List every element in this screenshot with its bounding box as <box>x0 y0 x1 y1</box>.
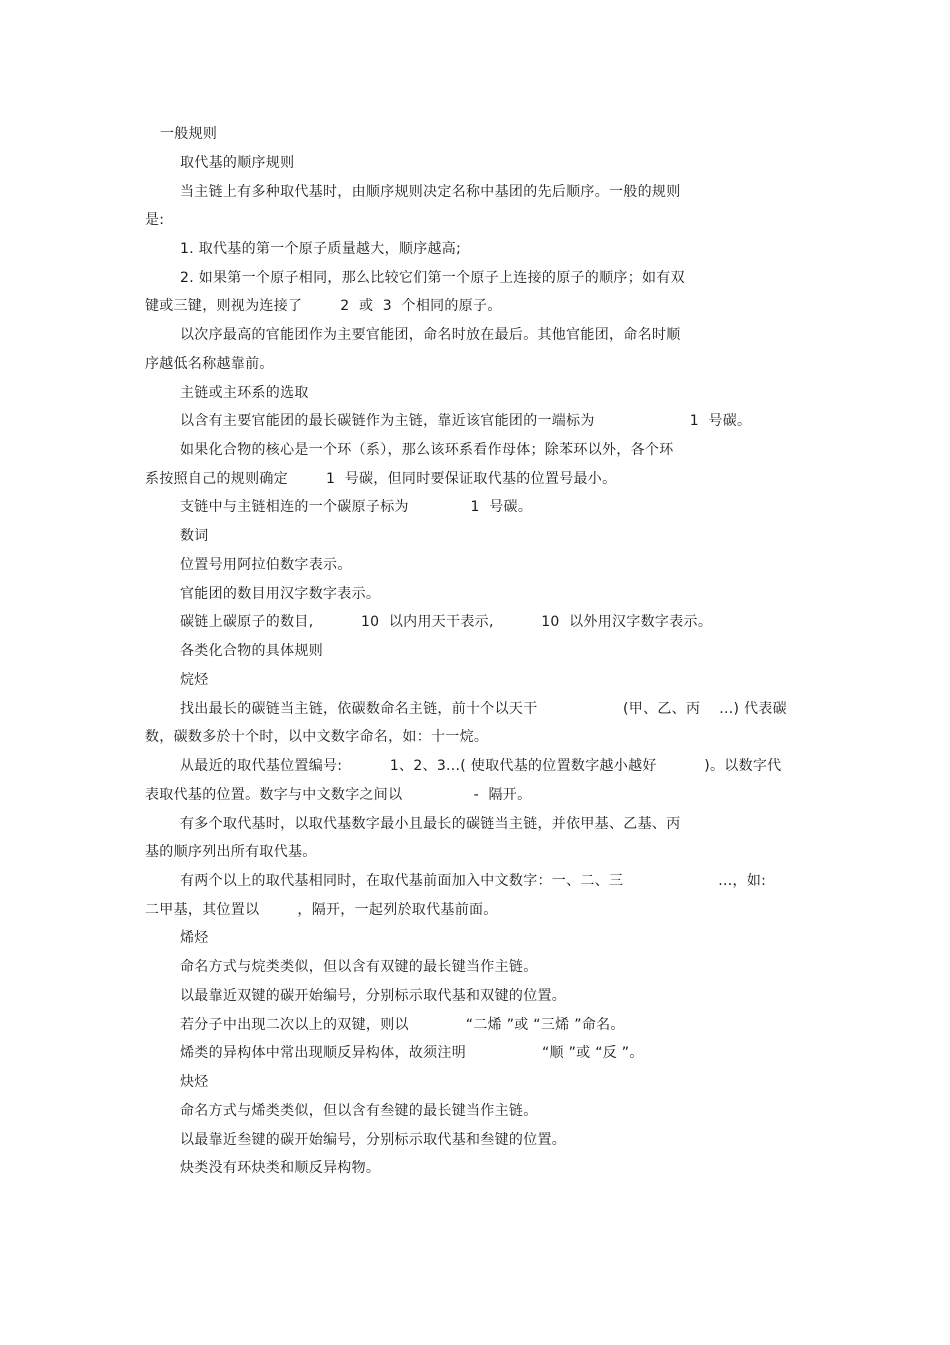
paragraph-line: 找出最长的碳链当主链，依碳数命名主链，前十个以天干 (甲、乙、丙 ...) 代表碳 <box>180 701 787 717</box>
paragraph-line: 以最靠近双键的碳开始编号，分别标示取代基和双键的位置。 <box>180 988 567 1004</box>
paragraph-line: 有两个以上的取代基相同时，在取代基前面加入中文数字：一、二、三 ...，如: <box>180 873 767 889</box>
heading-numerals: 数词 <box>180 528 209 544</box>
paragraph-line: 命名方式与烷类类似，但以含有双键的最长键当作主链。 <box>180 959 538 975</box>
heading-alkanes: 烷烃 <box>180 672 209 688</box>
paragraph-line: 若分子中出现二次以上的双键，则以 “二烯 ”或 “三烯 ”命名。 <box>180 1017 625 1033</box>
heading-alkynes: 炔烃 <box>180 1074 209 1090</box>
paragraph-line: 以含有主要官能团的最长碳链作为主链，靠近该官能团的一端标为 1 号碳。 <box>180 413 752 429</box>
paragraph-line: 二甲基，其位置以 ，隔开，一起列於取代基前面。 <box>145 902 498 918</box>
heading-specific-rules: 各类化合物的具体规则 <box>180 643 323 659</box>
paragraph-line: 基的顺序列出所有取代基。 <box>145 844 317 860</box>
list-item-2: 2. 如果第一个原子相同，那么比较它们第一个原子上连接的原子的顺序；如有双 <box>180 270 685 286</box>
paragraph-line: 以最靠近叁键的碳开始编号，分别标示取代基和叁键的位置。 <box>180 1132 567 1148</box>
paragraph-line: 炔类没有环炔类和顺反异构物。 <box>180 1160 381 1176</box>
heading-alkenes: 烯烃 <box>180 930 209 946</box>
heading-general-rules: 一般规则 <box>160 126 218 142</box>
paragraph-line: 命名方式与烯类类似，但以含有叁键的最长键当作主链。 <box>180 1103 538 1119</box>
paragraph-line: 支链中与主链相连的一个碳原子标为 1 号碳。 <box>180 499 533 515</box>
paragraph-line: 是: <box>145 212 165 228</box>
paragraph-line: 表取代基的位置。数字与中文数字之间以 - 隔开。 <box>145 787 532 803</box>
paragraph-line: 键或三键，则视为连接了 2 或 3 个相同的原子。 <box>145 298 502 314</box>
paragraph-line: 如果化合物的核心是一个环（系），那么该环系看作母体；除苯环以外，各个环 <box>180 442 674 458</box>
paragraph-line: 以次序最高的官能团作为主要官能团，命名时放在最后。其他官能团，命名时顺 <box>180 327 681 343</box>
list-item-1: 1. 取代基的第一个原子质量越大，顺序越高; <box>180 241 462 257</box>
paragraph-line: 有多个取代基时，以取代基数字最小且最长的碳链当主链，并依甲基、乙基、丙 <box>180 816 681 832</box>
paragraph-line: 烯类的异构体中常出现顺反异构体，故须注明 “顺 ”或 “反 ”。 <box>180 1045 644 1061</box>
paragraph-line: 系按照自己的规则确定 1 号碳，但同时要保证取代基的位置号最小。 <box>145 471 617 487</box>
paragraph-line: 官能团的数目用汉字数字表示。 <box>180 586 381 602</box>
paragraph-line: 当主链上有多种取代基时，由顺序规则决定名称中基团的先后顺序。一般的规则 <box>180 184 681 200</box>
heading-substituent-order: 取代基的顺序规则 <box>180 155 295 171</box>
paragraph-line: 从最近的取代基位置编号: 1、2、3...( 使取代基的位置数字越小越好 )。以数字代 <box>180 758 782 774</box>
paragraph-line: 位置号用阿拉伯数字表示。 <box>180 557 352 573</box>
heading-main-chain: 主链或主环系的选取 <box>180 385 309 401</box>
paragraph-line: 数，碳数多於十个时，以中文数字命名，如：十一烷。 <box>145 729 489 745</box>
paragraph-line: 序越低名称越靠前。 <box>145 356 274 372</box>
paragraph-line: 碳链上碳原子的数目, 10 以内用天干表示, 10 以外用汉字数字表示。 <box>180 614 713 630</box>
